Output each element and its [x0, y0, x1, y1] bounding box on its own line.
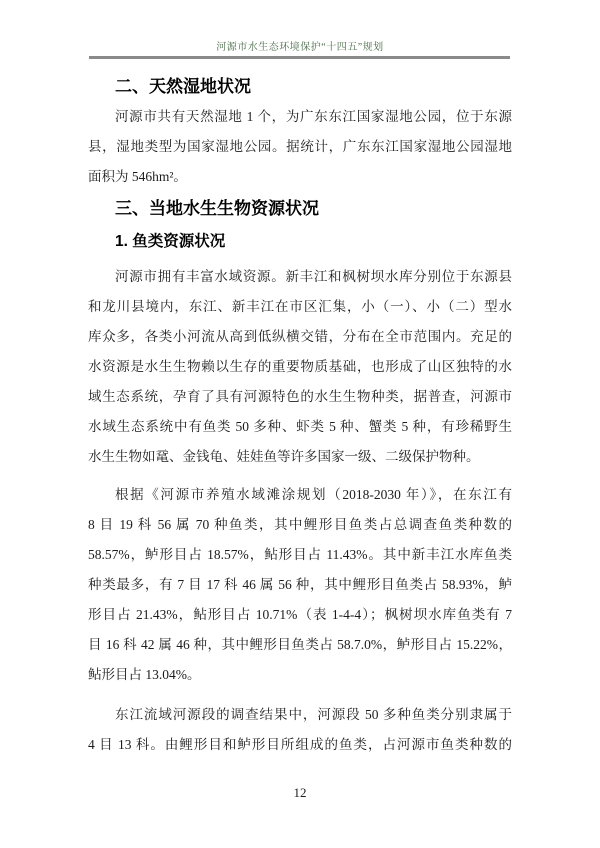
text-line: 4 目 13 科。由鲤形目和鲈形目所组成的鱼类，占河源市鱼类种数的 — [88, 737, 512, 752]
text-line: 水域生态系统中有鱼类 50 多种、虾类 5 种、蟹类 5 种，有珍稀野生 — [88, 419, 512, 434]
text-line: 鲇形目占 13.04%。 — [88, 667, 201, 682]
text-line: 8 目 19 科 56 属 70 种鱼类，其中鲤形目鱼类占总调查鱼类种数的 — [88, 517, 512, 532]
text-line: 种类最多，有 7 目 17 科 46 属 56 种，其中鲤形目鱼类占 58.93%，鲈 — [88, 577, 512, 592]
text-line: 东江流域河源段的调查结果中，河源段 50 多种鱼类分别隶属于 — [115, 707, 512, 722]
text-line: 域生态系统，孕育了具有河源特色的水生生物种类，据普查，河源市 — [88, 389, 512, 404]
text-line: 库众多，各类小河流从高到低纵横交错，分布在全市范围内。充足的 — [88, 329, 512, 344]
running-header-title: 河源市水生态环境保护“十四五”规划 — [216, 42, 384, 53]
text-line: 县，湿地类型为国家湿地公园。据统计，广东东江国家湿地公园湿地 — [88, 139, 512, 154]
text-line: 水生生物如鼋、金钱龟、娃娃鱼等许多国家一级、二级保护物种。 — [88, 449, 480, 464]
text-line: 和龙川县境内，东江、新丰江在市区汇集，小（一）、小（二）型水 — [88, 299, 512, 314]
text-line: 形目占 21.43%，鲇形目占 10.71%（表 1-4-4）；枫树坝水库鱼类有 7 — [88, 607, 512, 622]
header-rule — [89, 56, 510, 59]
text-line: 面积为 546hm²。 — [88, 169, 187, 184]
text-line: 水资源是水生生物赖以生存的重要物质基础，也形成了山区独特的水 — [88, 359, 512, 374]
text-line: 河源市共有天然湿地 1 个，为广东东江国家湿地公园，位于东源 — [115, 109, 512, 124]
paragraph-fish-survey — [88, 480, 512, 690]
paragraph-dongjiang-section — [88, 700, 512, 760]
section-heading-aquatic-resources: 三、当地水生生物资源状况 — [115, 199, 319, 218]
paragraph-wetland — [88, 102, 512, 192]
text-line: 58.57%，鲈形目占 18.57%，鲇形目占 11.43%。其中新丰江水库鱼类 — [88, 547, 512, 562]
page-number: 12 — [293, 785, 307, 800]
text-line: 根据《河源市养殖水域滩涂规划（2018-2030 年）》，在东江有 — [115, 487, 512, 502]
subsection-heading-fish-resources: 1. 鱼类资源状况 — [115, 233, 226, 250]
section-heading-wetland: 二、天然湿地状况 — [115, 77, 251, 96]
text-line: 目 16 科 42 属 46 种，其中鲤形目鱼类占 58.7.0%，鲈形目占 15.22%， — [88, 637, 512, 652]
paragraph-fish-overview — [88, 262, 512, 472]
text-line: 河源市拥有丰富水域资源。新丰江和枫树坝水库分别位于东源县 — [115, 269, 512, 284]
